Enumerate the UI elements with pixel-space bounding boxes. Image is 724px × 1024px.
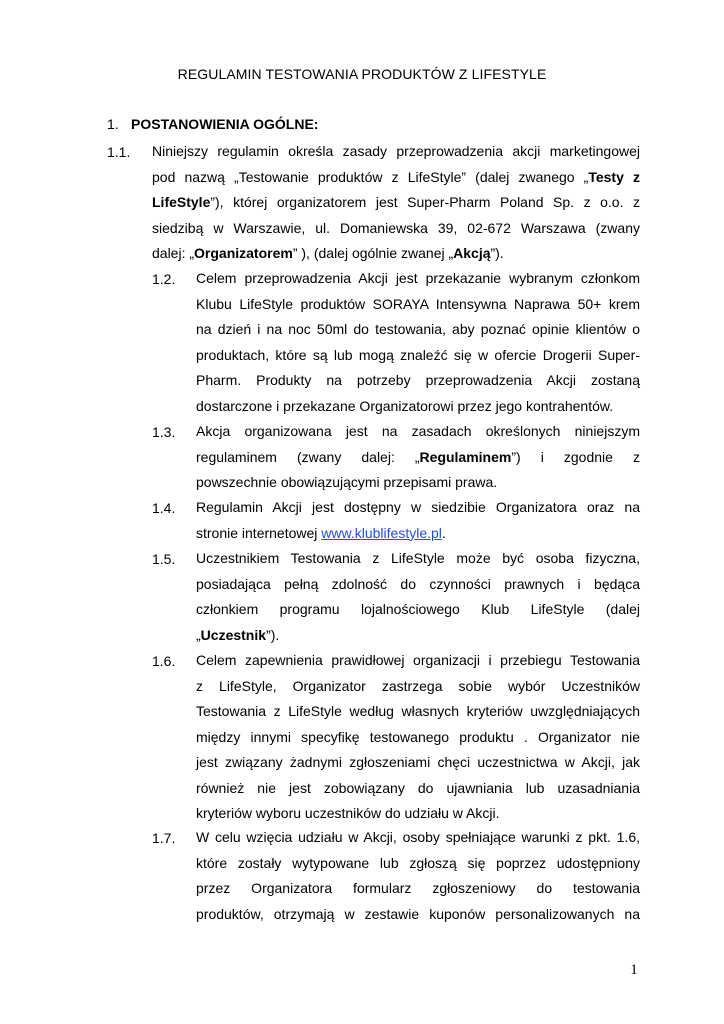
paragraph-line: jest związany żadnymi zgłoszeniami chęci uczestnictwa w Akcji, jak xyxy=(196,754,640,770)
paragraph-1-5 xyxy=(196,546,640,648)
paragraph-1-2 xyxy=(196,266,640,419)
paragraph-line: „Uczestnik”). xyxy=(196,626,280,643)
paragraph-number-1-5: 1.5. xyxy=(152,551,176,567)
paragraph-line: pod nazwą „Testowanie produktów z LifeStyle” (dalej zwanego „Testy z xyxy=(152,168,640,185)
paragraph-1-1 xyxy=(152,139,640,267)
paragraph-1-7 xyxy=(196,825,640,927)
paragraph-number-1-3: 1.3. xyxy=(152,424,176,440)
paragraph-1-4 xyxy=(196,495,640,546)
paragraph-line: na dzień i na noc 50ml do testowania, aby poznać opinie klientów o xyxy=(196,321,640,337)
paragraph-line: również nie jest zobowiązany do ujawniania lub uzasadniania xyxy=(196,779,640,796)
paragraph-line: produktach, które są lub mogą znaleźć się w ofercie Drogerii Super- xyxy=(196,346,640,363)
paragraph-line: Celem przeprowadzenia Akcji jest przekazanie wybranym członkom xyxy=(196,270,640,286)
paragraph-line: powszechnie obowiązującymi przepisami prawa. xyxy=(196,474,498,490)
page-number: 1 xyxy=(630,962,638,978)
paragraph-line: które zostały wytypowane lub zgłoszą się poprzez udostępniony xyxy=(196,854,640,871)
paragraph-line: produktów, otrzymają w zestawie kuponów personalizowanych na xyxy=(196,905,640,922)
paragraph-number-1-7: 1.7. xyxy=(152,830,176,846)
paragraph-line: Celem zapewnienia prawidłowej organizacji i przebiegu Testowania xyxy=(196,652,640,668)
paragraph-line: członkiem programu lojalnościowego Klub LifeStyle (dalej xyxy=(196,601,640,617)
paragraph-1-6 xyxy=(196,648,640,827)
paragraph-line: Uczestnikiem Testowania z LifeStyle może być osoba fizyczna, xyxy=(196,550,640,566)
paragraph-line: W celu wzięcia udziału w Akcji, osoby spełniające warunki z pkt. 1.6, xyxy=(196,829,640,845)
paragraph-line: z LifeStyle, Organizator zastrzega sobie wybór Uczestników xyxy=(196,677,640,694)
paragraph-number-1-2: 1.2. xyxy=(152,271,176,287)
paragraph-1-3 xyxy=(196,419,640,496)
paragraph-line: Pharm. Produkty na potrzeby przeprowadzenia Akcji zostaną xyxy=(196,372,640,388)
document-title: REGULAMIN TESTOWANIA PRODUKTÓW Z LIFESTYLE xyxy=(177,66,547,82)
paragraph-number-1-4: 1.4. xyxy=(152,500,176,516)
paragraph-line: między innymi specyfikę testowanego produktu . Organizator nie xyxy=(196,728,640,745)
paragraph-number-1-6: 1.6. xyxy=(152,653,176,669)
section-title: POSTANOWIENIA OGÓLNE: xyxy=(131,116,319,132)
paragraph-line: regulaminem (zwany dalej: „Regulaminem”) i zgodnie z xyxy=(196,448,640,465)
paragraph-line: Testowania z LifeStyle według własnych kryteriów uwzględniających xyxy=(196,703,640,719)
section-heading xyxy=(107,114,318,134)
paragraph-line: dostarczone i przekazane Organizatorowi przez jego kontrahentów. xyxy=(196,397,614,414)
paragraph-line: Klubu LifeStyle produktów SORAYA Intensywna Naprawa 50+ krem xyxy=(196,295,640,312)
paragraph-line: kryteriów wyboru uczestników do udziału w Akcji. xyxy=(196,805,500,821)
section-number: 1. xyxy=(107,116,119,132)
paragraph-line: Niniejszy regulamin określa zasady przeprowadzenia akcji marketingowej xyxy=(152,143,640,159)
paragraph-line: Akcja organizowana jest na zasadach określonych niniejszym xyxy=(196,423,640,439)
paragraph-line: przez Organizatora formularz zgłoszeniowy do testowania xyxy=(196,880,640,896)
paragraph-line: stronie internetowej www.klublifestyle.pl. xyxy=(196,524,446,541)
paragraph-line: posiadająca pełną zdolność do czynności prawnych i będąca xyxy=(196,575,640,592)
website-link[interactable]: www.klublifestyle.pl xyxy=(321,524,442,541)
paragraph-line: dalej: „Organizatorem” ), (dalej ogólnie zwanej „Akcją”). xyxy=(152,245,504,261)
paragraph-line: siedzibą w Warszawie, ul. Domaniewska 39, 02-672 Warszawa (zwany xyxy=(152,219,640,236)
paragraph-number-1-1: 1.1. xyxy=(107,144,131,160)
paragraph-line: LifeStyle”), której organizatorem jest Super-Pharm Poland Sp. z o.o. z xyxy=(152,194,640,210)
paragraph-line: Regulamin Akcji jest dostępny w siedzibie Organizatora oraz na xyxy=(196,499,640,515)
